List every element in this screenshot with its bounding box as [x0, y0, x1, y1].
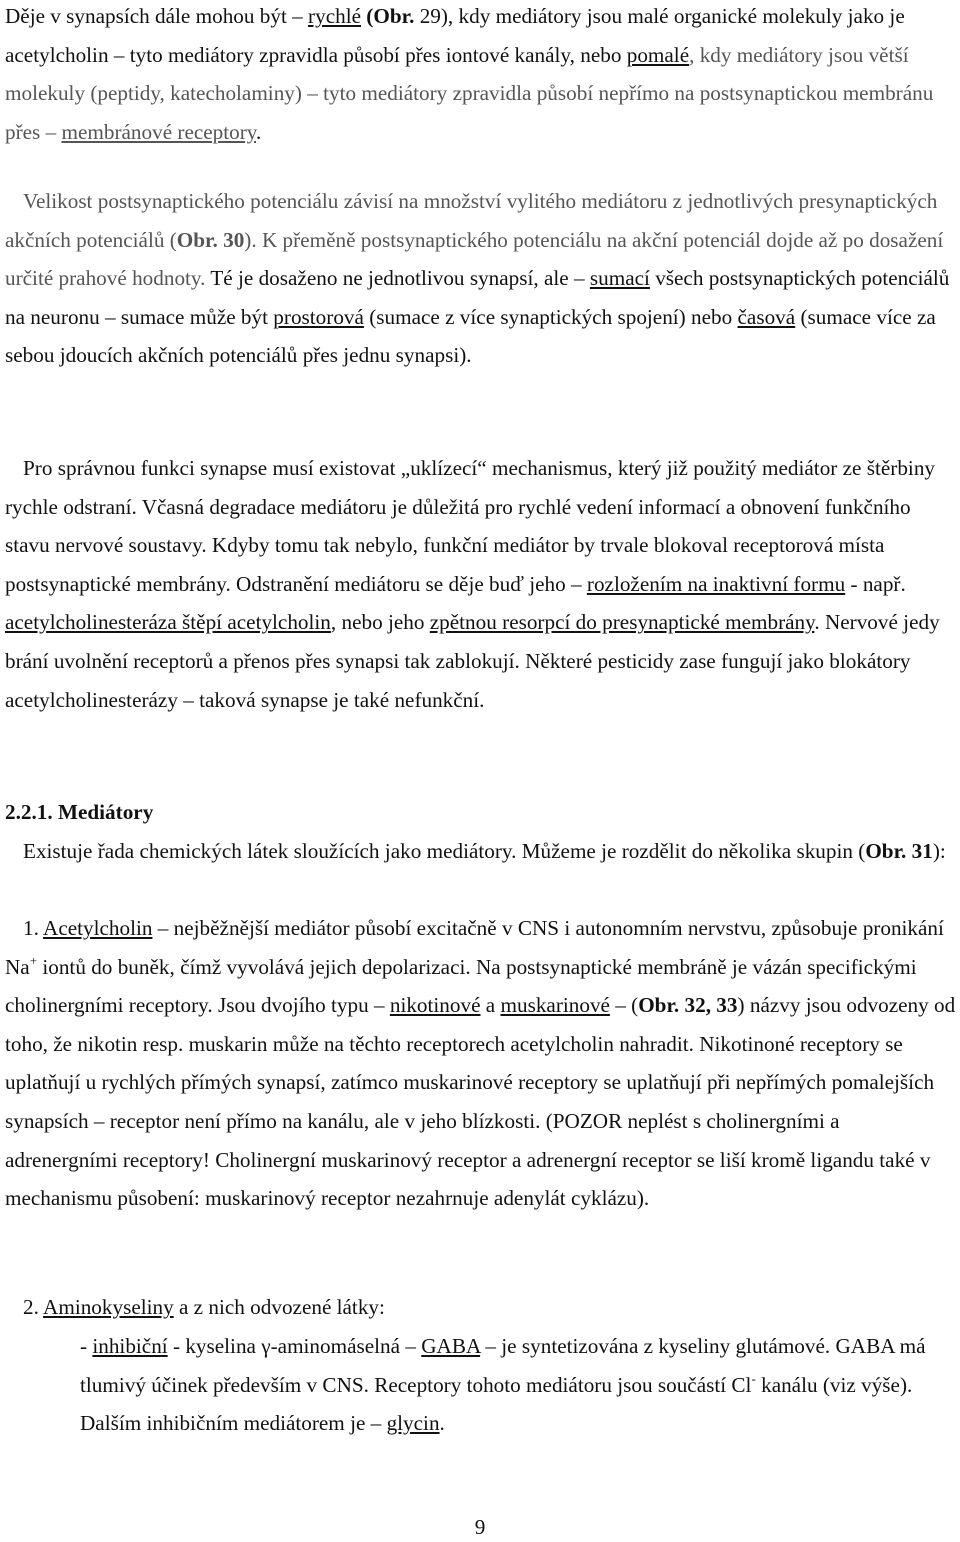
- list-item-acetylcholin: [5, 909, 957, 1218]
- paragraph-cleanup-mechanism: [5, 449, 957, 719]
- text-run: Existuje řada chemických látek sloužících jako mediátory. Můžeme je rozdělit do několika skupin (: [23, 839, 866, 863]
- text-run: (sumace více za sebou jdoucích akčních potenciálů přes jednu synapsi).: [5, 304, 936, 368]
- term-acetylcholin: Acetylcholin: [43, 916, 153, 940]
- term-pomale: pomalé: [626, 42, 690, 67]
- figure-ref-30: Obr. 30: [176, 227, 245, 252]
- term-glycin: glycin: [386, 1411, 440, 1436]
- text-run: – nejběžnější mediátor působí excitačně v CNS i autonomním nervstvu, způsobuje pronikání Na: [5, 916, 944, 979]
- figure-ref-29: Obr.: [373, 4, 415, 28]
- term-inactive-form: rozložením na inaktivní formu: [586, 571, 846, 596]
- text-run: . Nervové jedy brání uvolnění receptorů a přenos přes synapsi tak zablokují. Některé pesticidy zase fungují jako blokátory acetylcholinesterázy – taková synapse je také nefunkční.: [5, 610, 940, 712]
- text-run: - kyselina γ-aminomáselná –: [167, 1334, 422, 1358]
- text-run: Děje v synapsích dále mohou být –: [5, 4, 309, 28]
- text-run: (sumace z více synaptických spojení) nebo: [363, 304, 738, 329]
- superscript-minus: -: [751, 1370, 756, 1386]
- text-run: ) názvy jsou odvozeny od toho, že nikotin resp. muskarin může na těchto receptorech acetylcholin nahradit. Nikotinoné receptory se uplatňují u rychlých přímých synapsí, zatímco muskarinové receptory se uplatňují při nepřímých pomalejších synapsích – receptor není přímo na kanálu, ale v jeho blízkosti. (POZOR neplést s cholinergními a adrenergními receptory! Cholinergní muskarinový receptor a adrenergní receptor se liší kromě ligandu také v mechanismu působení: muskarinový receptor nezahrnuje adenylát cyklázu).: [5, 993, 956, 1211]
- text-run: – je syntetizována z kyseliny glutámové. GABA má tlumivý účinek především v CNS. Receptory tohoto mediátoru jsou součástí Cl: [80, 1334, 926, 1397]
- term-nikotinove: nikotinové: [389, 993, 481, 1018]
- text-run: 29), kdy mediátory jsou malé organické molekuly jako je acetylcholin – tyto mediátory zpravidla působí přes iontové kanály, nebo: [5, 4, 905, 67]
- text-run: , kdy mediátory jsou větší molekuly (peptidy, katecholaminy) – tyto mediátory zpravidla působí nepřímo na postsynaptickou membránu přes –: [5, 42, 934, 144]
- term-inhibicni: inhibiční: [92, 1334, 168, 1358]
- term-prostorova: prostorová: [273, 304, 364, 329]
- superscript-plus: +: [29, 952, 38, 968]
- text-run: (: [361, 4, 374, 28]
- text-run: , nebo jeho: [330, 610, 430, 635]
- text-run: .: [256, 119, 262, 144]
- text-run: .: [439, 1411, 445, 1436]
- list-number: 1.: [23, 916, 44, 940]
- text-run: – (: [609, 993, 639, 1018]
- sub-list-item-inhibicni: [80, 1327, 955, 1443]
- figure-ref-32-33: Obr. 32, 33: [638, 993, 738, 1018]
- term-reuptake: zpětnou resorpcí do presynaptické membrány: [429, 610, 815, 635]
- text-run: a: [480, 993, 501, 1018]
- text-run: všech postsynaptických potenciálů na neuronu – sumace může být: [5, 266, 950, 329]
- text-run: -: [80, 1334, 93, 1358]
- term-casova: časová: [737, 304, 796, 329]
- term-rychle: rychlé: [308, 4, 361, 28]
- section-heading: 2.2.1. Mediátory: [5, 800, 154, 824]
- figure-ref-31: Obr. 31: [865, 839, 933, 863]
- text-run: - např.: [845, 571, 906, 596]
- term-muskarinove: muskarinové: [500, 993, 610, 1018]
- text-run: ):: [932, 839, 946, 863]
- term-gaba: GABA: [421, 1334, 481, 1358]
- list-item-aminokyseliny: [5, 1288, 957, 1327]
- text-run: a z nich odvozené látky:: [173, 1295, 385, 1319]
- term-sumaci: sumací: [589, 266, 650, 291]
- text-run: Velikost postsynaptického potenciálu závisí na množství vylitého mediátoru z jednotlivých presynaptických akčních potenciálů (: [5, 189, 938, 252]
- list-number: 2.: [23, 1295, 44, 1319]
- paragraph-synapse-speed: [5, 0, 957, 151]
- section-intro: [5, 832, 957, 871]
- term-acetylcholinesterase: acetylcholinesteráza štěpí acetylcholin: [5, 610, 331, 635]
- text-run: iontů do buněk, čímž vyvolává jejich depolarizaci. Na postsynaptické membráně je vázán specifickými cholinergními receptory. Jsou dvojího typu –: [5, 954, 917, 1018]
- paragraph-postsynaptic-potential: [5, 182, 957, 375]
- text-run: Pro správnou funkci synapse musí existovat „uklízecí“ mechanismus, který již použitý mediátor ze štěrbiny rychle odstraní. Včasná degradace mediátoru je důležitá pro rychlé vedení informací a obnovení funkčního stavu nervové soustavy. Kdyby tomu tak nebylo, funkční mediátor by trvale blokoval receptorová místa postsynaptické membrány. Odstranění mediátoru se děje buď jeho –: [5, 456, 936, 596]
- text-run: kanálu (viz výše). Dalším inhibičním mediátorem je –: [80, 1372, 913, 1436]
- term-membranove-receptory: membránové receptory: [61, 119, 257, 144]
- text-run: Té je dosaženo ne jednotlivou synapsí, ale –: [210, 266, 590, 291]
- page-number: 9: [474, 1515, 486, 1539]
- term-aminokyseliny: Aminokyseliny: [43, 1295, 174, 1319]
- text-run: ). K přeměně postsynaptického potenciálu na akční potenciál dojde až po dosažení určité prahové hodnoty.: [5, 227, 944, 291]
